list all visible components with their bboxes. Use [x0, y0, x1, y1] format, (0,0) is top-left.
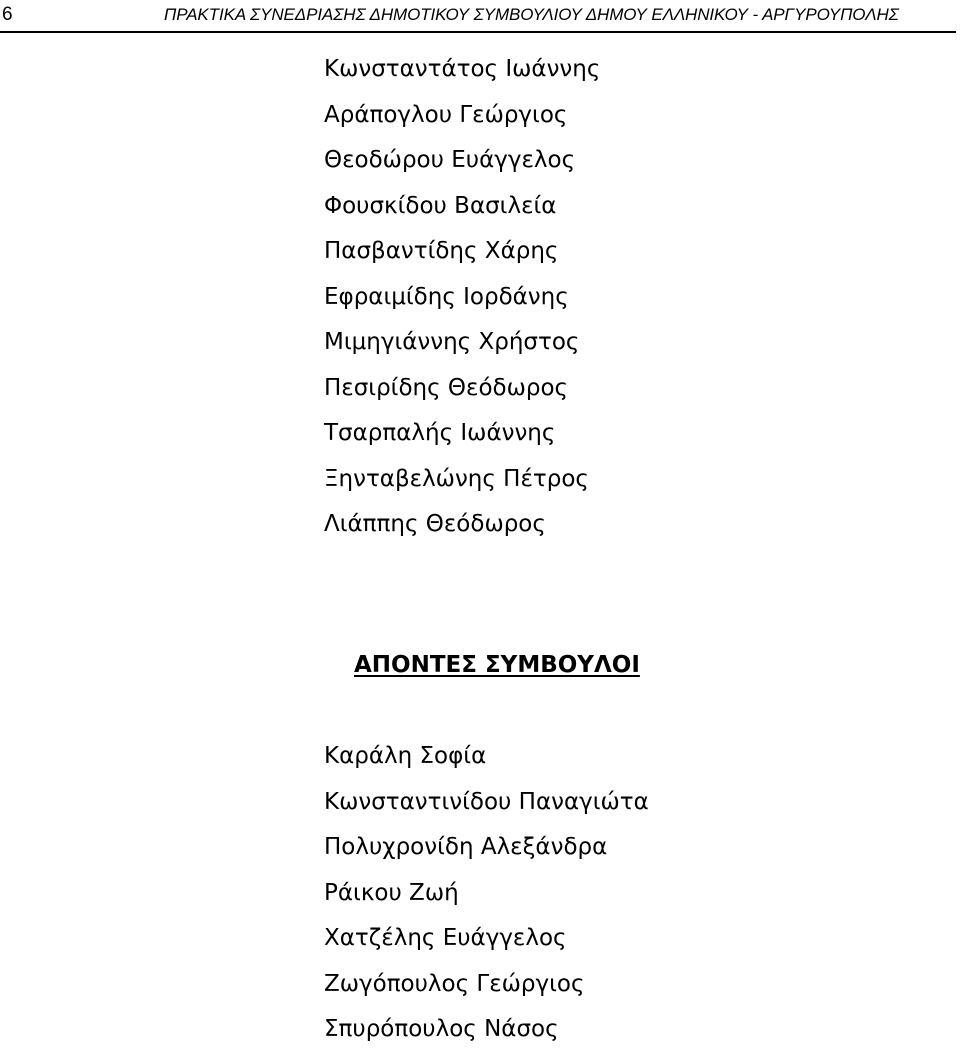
page-number: 6 [2, 4, 13, 25]
member-name: Ζωγόπουλος Γεώργιος [324, 970, 585, 997]
member-name: Κωνσταντάτος Ιωάννης [324, 56, 601, 82]
member-name: Αράπογλου Γεώργιος [324, 101, 568, 128]
present-members-list [324, 47, 600, 548]
absent-members-list [324, 734, 649, 1053]
member-name: Κωνσταντινίδου Παναγιώτα [324, 788, 649, 815]
member-name: Εφραιμίδης Ιορδάνης [324, 283, 569, 310]
member-name: Θεοδώρου Ευάγγελος [324, 147, 576, 173]
member-name: Πασβαντίδης Χάρης [324, 238, 559, 264]
member-name: Μιμηγιάννης Χρήστος [324, 329, 580, 355]
absent-members-heading: ΑΠΟΝΤΕΣ ΣΥΜΒΟΥΛΟΙ [354, 652, 640, 678]
member-name: Ράικου Ζωή [324, 879, 459, 906]
running-title: ΠΡΑΚΤΙΚΑ ΣΥΝΕΔΡΙΑΣΗΣ ΔΗΜΟΤΙΚΟΥ ΣΥΜΒΟΥΛΙΟΥ ΔΗΜΟΥ ΕΛΛΗΝΙΚΟΥ - ΑΡΓΥΡΟΥΠΟΛΗΣ [164, 5, 899, 24]
header-rule [0, 31, 956, 33]
member-name: Πεσιρίδης Θεόδωρος [324, 374, 569, 401]
member-name: Λιάππης Θεόδωρος [324, 511, 546, 537]
member-name: Φουσκίδου Βασιλεία [324, 192, 557, 219]
member-name: Τσαρπαλής Ιωάννης [324, 420, 556, 446]
page-header [0, 0, 960, 34]
member-name: Χατζέλης Ευάγγελος [324, 925, 567, 951]
member-name: Ξηνταβελώνης Πέτρος [324, 465, 589, 492]
member-name: Πολυχρονίδη Αλεξάνδρα [324, 834, 608, 860]
member-name: Καράλη Σοφία [324, 743, 487, 769]
member-name: Σπυρόπουλος Νάσος [324, 1016, 559, 1042]
